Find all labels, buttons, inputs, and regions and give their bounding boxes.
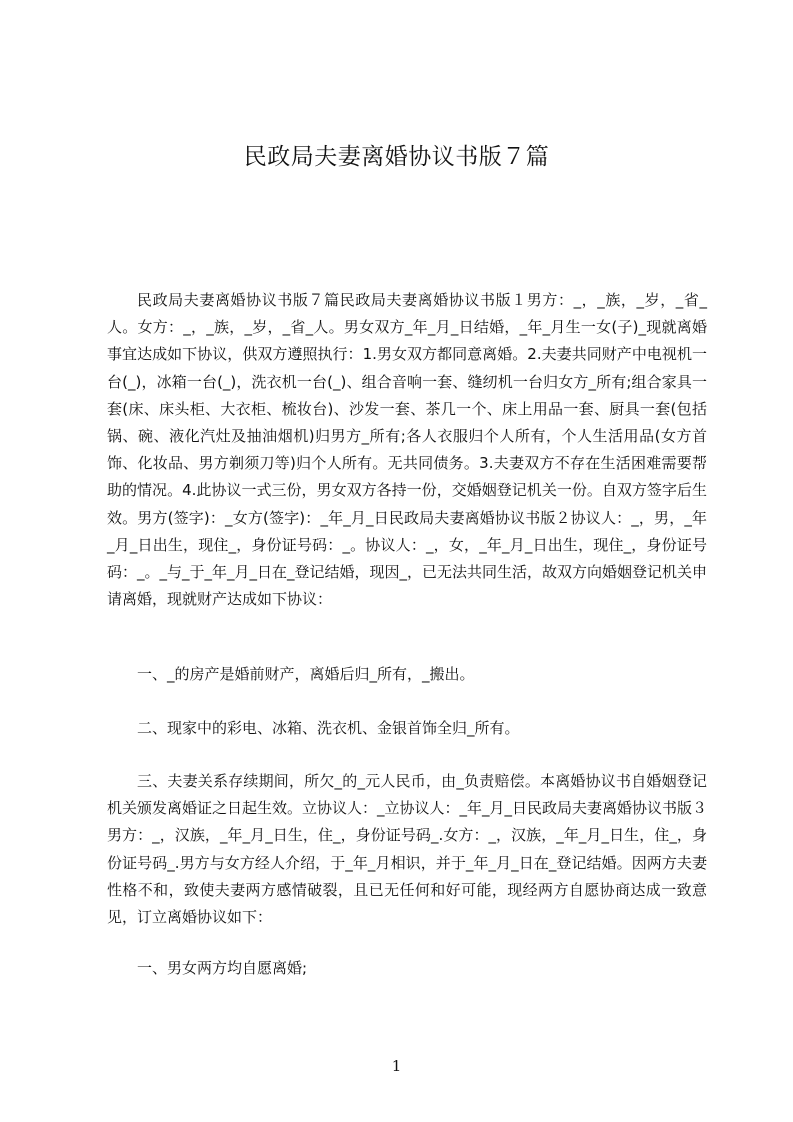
page-number: 1 xyxy=(391,1057,402,1075)
body-paragraph: 三、夫妻关系存续期间，所欠_的_元人民币，由_负责赔偿。本离婚协议书自婚姻登记机关颁发离婚证之日起生效。立协议人：_立协议人：_年_月_日民政局夫妻离婚协议书版３男方：_，汉族，_年_月_日生，住_，身份证号码_.女方：_，汉族，_年_月_日生，住_，身份证号码_.男方与女方经人介绍，于_年_月相识，并于_年_月_日在_登记结婚。因两方夫妻性格不和，致使夫妻两方感情破裂，且已无任何和好可能，现经两方自愿协商达成一致意见，订立离婚协议如下： xyxy=(107,772,708,927)
document-title: 民政局夫妻离婚协议书版７篇 xyxy=(243,144,550,170)
body-paragraph: 民政局夫妻离婚协议书版７篇民政局夫妻离婚协议书版１男方：_，_族，_岁，_省_人。女方：_，_族，_岁，_省_人。男女双方_年_月_日结婚，_年_月生一女(子)_现就离婚事宜达成如下协议，供双方遵照执行：1.男女双方都同意离婚。2.夫妻共同财产中电视机一台(_)，冰箱一台(_)，洗衣机一台(_)、组合音响一套、缝纫机一台归女方_所有;组合家具一套(床、床头柜、大衣柜、梳妆台)、沙发一套、茶几一个、床上用品一套、厨具一套(包括锅、碗、液化汽灶及抽油烟机)归男方_所有;各人衣服归个人所有，个人生活用品(女方首饰、化妆品、男方剃须刀等)归个人所有。无共同债务。3.夫妻双方不存在生活困难需要帮助的情况。4.此协议一式三份，男女双方各持一份，交婚姻登记机关一份。自双方签字后生效。男方(签字)：_女方(签字)：_年_月_日民政局夫妻离婚协议书版２协议人：_，男，_年_月_日出生，现住_，身份证号码：_。协议人：_，女，_年_月_日出生，现住_，身份证号码：_。_与_于_年_月_日在_登记结婚，现因_，已无法共同生活，故双方向婚姻登记机关申请离婚，现就财产达成如下协议： xyxy=(107,291,708,609)
body-paragraph: 一、_的房产是婚前财产，离婚后归_所有，_搬出。 xyxy=(137,665,475,683)
body-paragraph: 一、男女两方均自愿离婚; xyxy=(137,959,308,977)
body-paragraph: 二、现家中的彩电、冰箱、洗衣机、金银首饰全归_所有。 xyxy=(137,719,520,737)
